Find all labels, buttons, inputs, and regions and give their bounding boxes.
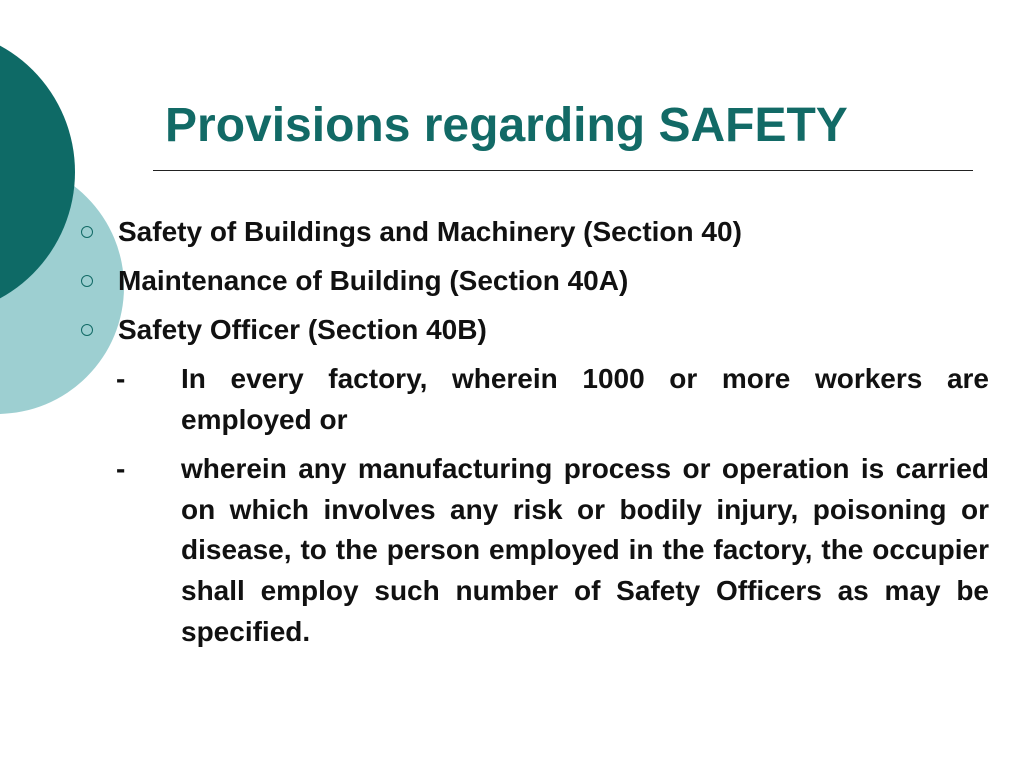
sub-item-text: wherein any manufacturing process or operation is carried on which involves any risk or bodily injury, poisoning or disease, to the person employed in the factory, the occupier shall employ such number of Safety Officers as may be specified.	[181, 453, 989, 647]
sub-item-text: In every factory, wherein 1000 or more workers are employed or	[181, 363, 989, 435]
bullet-item-section-40b	[80, 310, 990, 350]
bullet-text: Safety of Buildings and Machinery (Section 40)	[118, 216, 742, 247]
hollow-circle-bullet-icon	[81, 324, 93, 336]
bullet-item-section-40a	[80, 261, 990, 301]
bullet-item-section-40	[80, 212, 990, 252]
dash-marker: -	[116, 363, 126, 394]
title-divider	[153, 170, 973, 171]
dash-marker: -	[116, 453, 126, 484]
hollow-circle-bullet-icon	[81, 275, 93, 287]
hollow-circle-bullet-icon	[81, 226, 93, 238]
bullet-text: Safety Officer (Section 40B)	[118, 314, 487, 345]
bullet-text: Maintenance of Building (Section 40A)	[118, 265, 629, 296]
slide-title: Provisions regarding SAFETY	[165, 99, 848, 152]
